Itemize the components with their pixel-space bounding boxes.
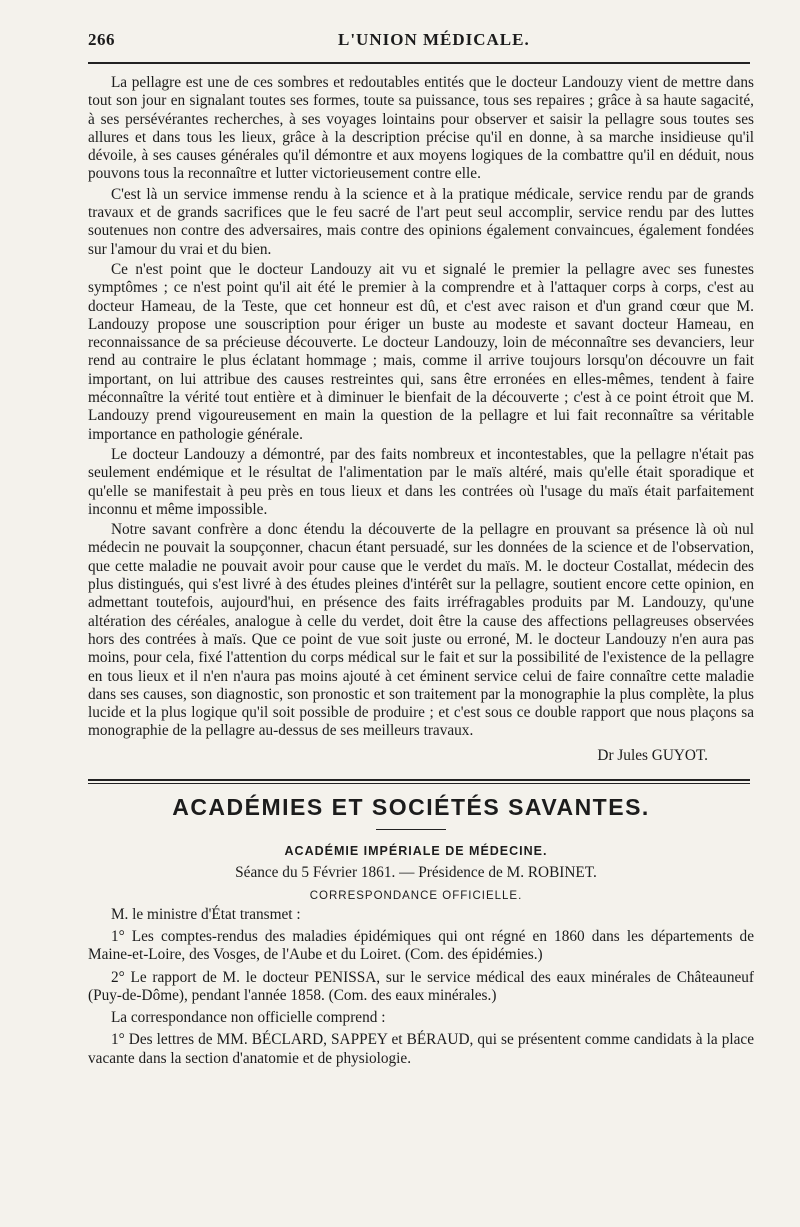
article-paragraph: Ce n'est point que le docteur Landouzy ait vu et signalé le premier la pellagre avec ses funestes symptômes ; ce n'est point qu'il ait été le premier à la comprendre et à l'attaquer corps à corps, c'est au docteur Hameau, de la Teste, que cet honneur est dû, et c'est avec raison et d'un grand cœur que M. Landouzy propose une souscription pour ériger un buste au modeste et savant docteur Hameau, en reconnaissance de sa précieuse découverte. Le docteur Landouzy, loin de méconnaître ses devanciers, leur rend au contraire le plus éclatant hommage ; mais, comme il arrive toujours lorsqu'on découvre un fait important, on lui attribue des causes restreintes qui, sans être erronées en elles-mêmes, tendent à faire méconnaître la vérité tout entière et à diminuer le bienfait de la découverte ; c'est à ce point étroit que M. Landouzy prend vigoureusement en main la question de la pellagre et lui fait reconnaître sa véritable importance en pathologie générale. <box>88 260 754 443</box>
page-header <box>88 30 754 50</box>
article-paragraph: Notre savant confrère a donc étendu la découverte de la pellagre en prouvant sa présence là où nul médecin ne pouvait la soupçonner, chacun étant persuadé, sur les données de la science et de l'observation, que cette maladie ne pouvait avoir pour cause que le verdet du maïs. M. le docteur Costallat, médecin des plus distingués, qui s'est livré à des études pleines d'intérêt sur la pellagre, soutient encore cette opinion, en admettant toutefois, aujourd'hui, en présence des faits irréfragables produits par M. Landouzy, qu'une altération des céréales, analogue à celle du verdet, doit être la cause des affections pellagreuses observées hors des contrées à maïs. Que ce point de vue soit juste ou erroné, M. le docteur Landouzy n'en aura pas moins, pour cela, fixé l'attention du corps médical sur le fait et sur la possibilité de l'existence de la pellagre en tous lieux et il n'en n'aura pas moins ajouté à cet éminent service celui de faire connaître cette maladie dans ses causes, son diagnostic, son pronostic et son traitement par la monographie la plus complète, la plus lucide et la plus logique qu'il soit possible de produire ; et c'est sous ce double rapport que nous plaçons sa monographie de la pellagre au-dessus de ses meilleurs travaux. <box>88 521 754 740</box>
page-number: 266 <box>88 30 115 49</box>
correspondence-title: CORRESPONDANCE OFFICIELLE. <box>309 889 523 902</box>
article-paragraph: La pellagre est une de ces sombres et redoutables entités que le docteur Landouzy vient de mettre dans tout son jour en signalant toutes ses formes, toute sa puissance, tous ses repaires ; grâce à sa haute sagacité, à ses persévérantes recherches, à ses voyages lointains pour observer et saisir la pellagre sous toutes ses allures et dans tous les lieux, grâce à la description précise qu'il en donne, à sa marche insidieuse qu'il dévoile, à ses causes générales qu'il démontre et aux moyens logiques de la combattre qu'il en déduit, nous pouvons tous la reconnaître et lutter victorieusement contre elle. <box>88 74 754 183</box>
article-body <box>88 74 754 741</box>
section-title: ACADÉMIES ET SOCIÉTÉS SAVANTES. <box>172 793 650 820</box>
article-paragraph: Le docteur Landouzy a démontré, par des faits nombreux et incontestables, que la pellagre n'était pas seulement endémique et le résultat de l'alimentation par le maïs altéré, mais qu'elle était sporadique et qu'elle se manifestait à peu près en tous lieux et dans les contrées où l'usage du maïs était parfaitement inconnu et même impossible. <box>88 445 754 518</box>
minutes-paragraph: 1° Des lettres de MM. BÉCLARD, SAPPEY et BÉRAUD, qui se présentent comme candidats à la place vacante dans la section d'anatomie et de physiologie. <box>88 1031 754 1067</box>
minutes-paragraph: M. le ministre d'État transmet : <box>110 905 301 923</box>
header-rule <box>88 62 750 64</box>
minutes-paragraph: 1° Les comptes-rendus des maladies épidémiques qui ont régné en 1860 dans les départements de Maine-et-Loire, des Vosges, de l'Aube et du Loiret. (Com. des épidémies.) <box>88 927 754 964</box>
minutes-paragraph: La correspondance non officielle comprend : <box>110 1009 386 1027</box>
minutes-paragraph: 2° Le rapport de M. le docteur PENISSA, sur le service médical des eaux minérales de Châteauneuf (Puy-de-Dôme), pendant l'année 1858. (Com. des eaux minérales.) <box>88 968 754 1004</box>
academy-title: ACADÉMIE IMPÉRIALE DE MÉDECINE. <box>284 843 548 858</box>
article-signature: Dr Jules GUYOT. <box>597 746 708 764</box>
section-divider <box>88 779 750 784</box>
running-head: L'UNION MÉDICALE. <box>338 30 530 49</box>
title-underline <box>376 829 446 830</box>
article-paragraph: C'est là un service immense rendu à la science et à la pratique médicale, service rendu par de grands travaux et de grands sacrifices que le feu sacré de l'art peut seul accomplir, service rendu par des luttes soutenues non contre des adversaires, mais contre des opinions également convaincues, également fondées sur l'amour du vrai et du bien. <box>88 185 754 258</box>
seance-line: Séance du 5 Février 1861. — Présidence de M. ROBINET. <box>235 863 597 881</box>
minutes-body <box>88 906 754 1068</box>
